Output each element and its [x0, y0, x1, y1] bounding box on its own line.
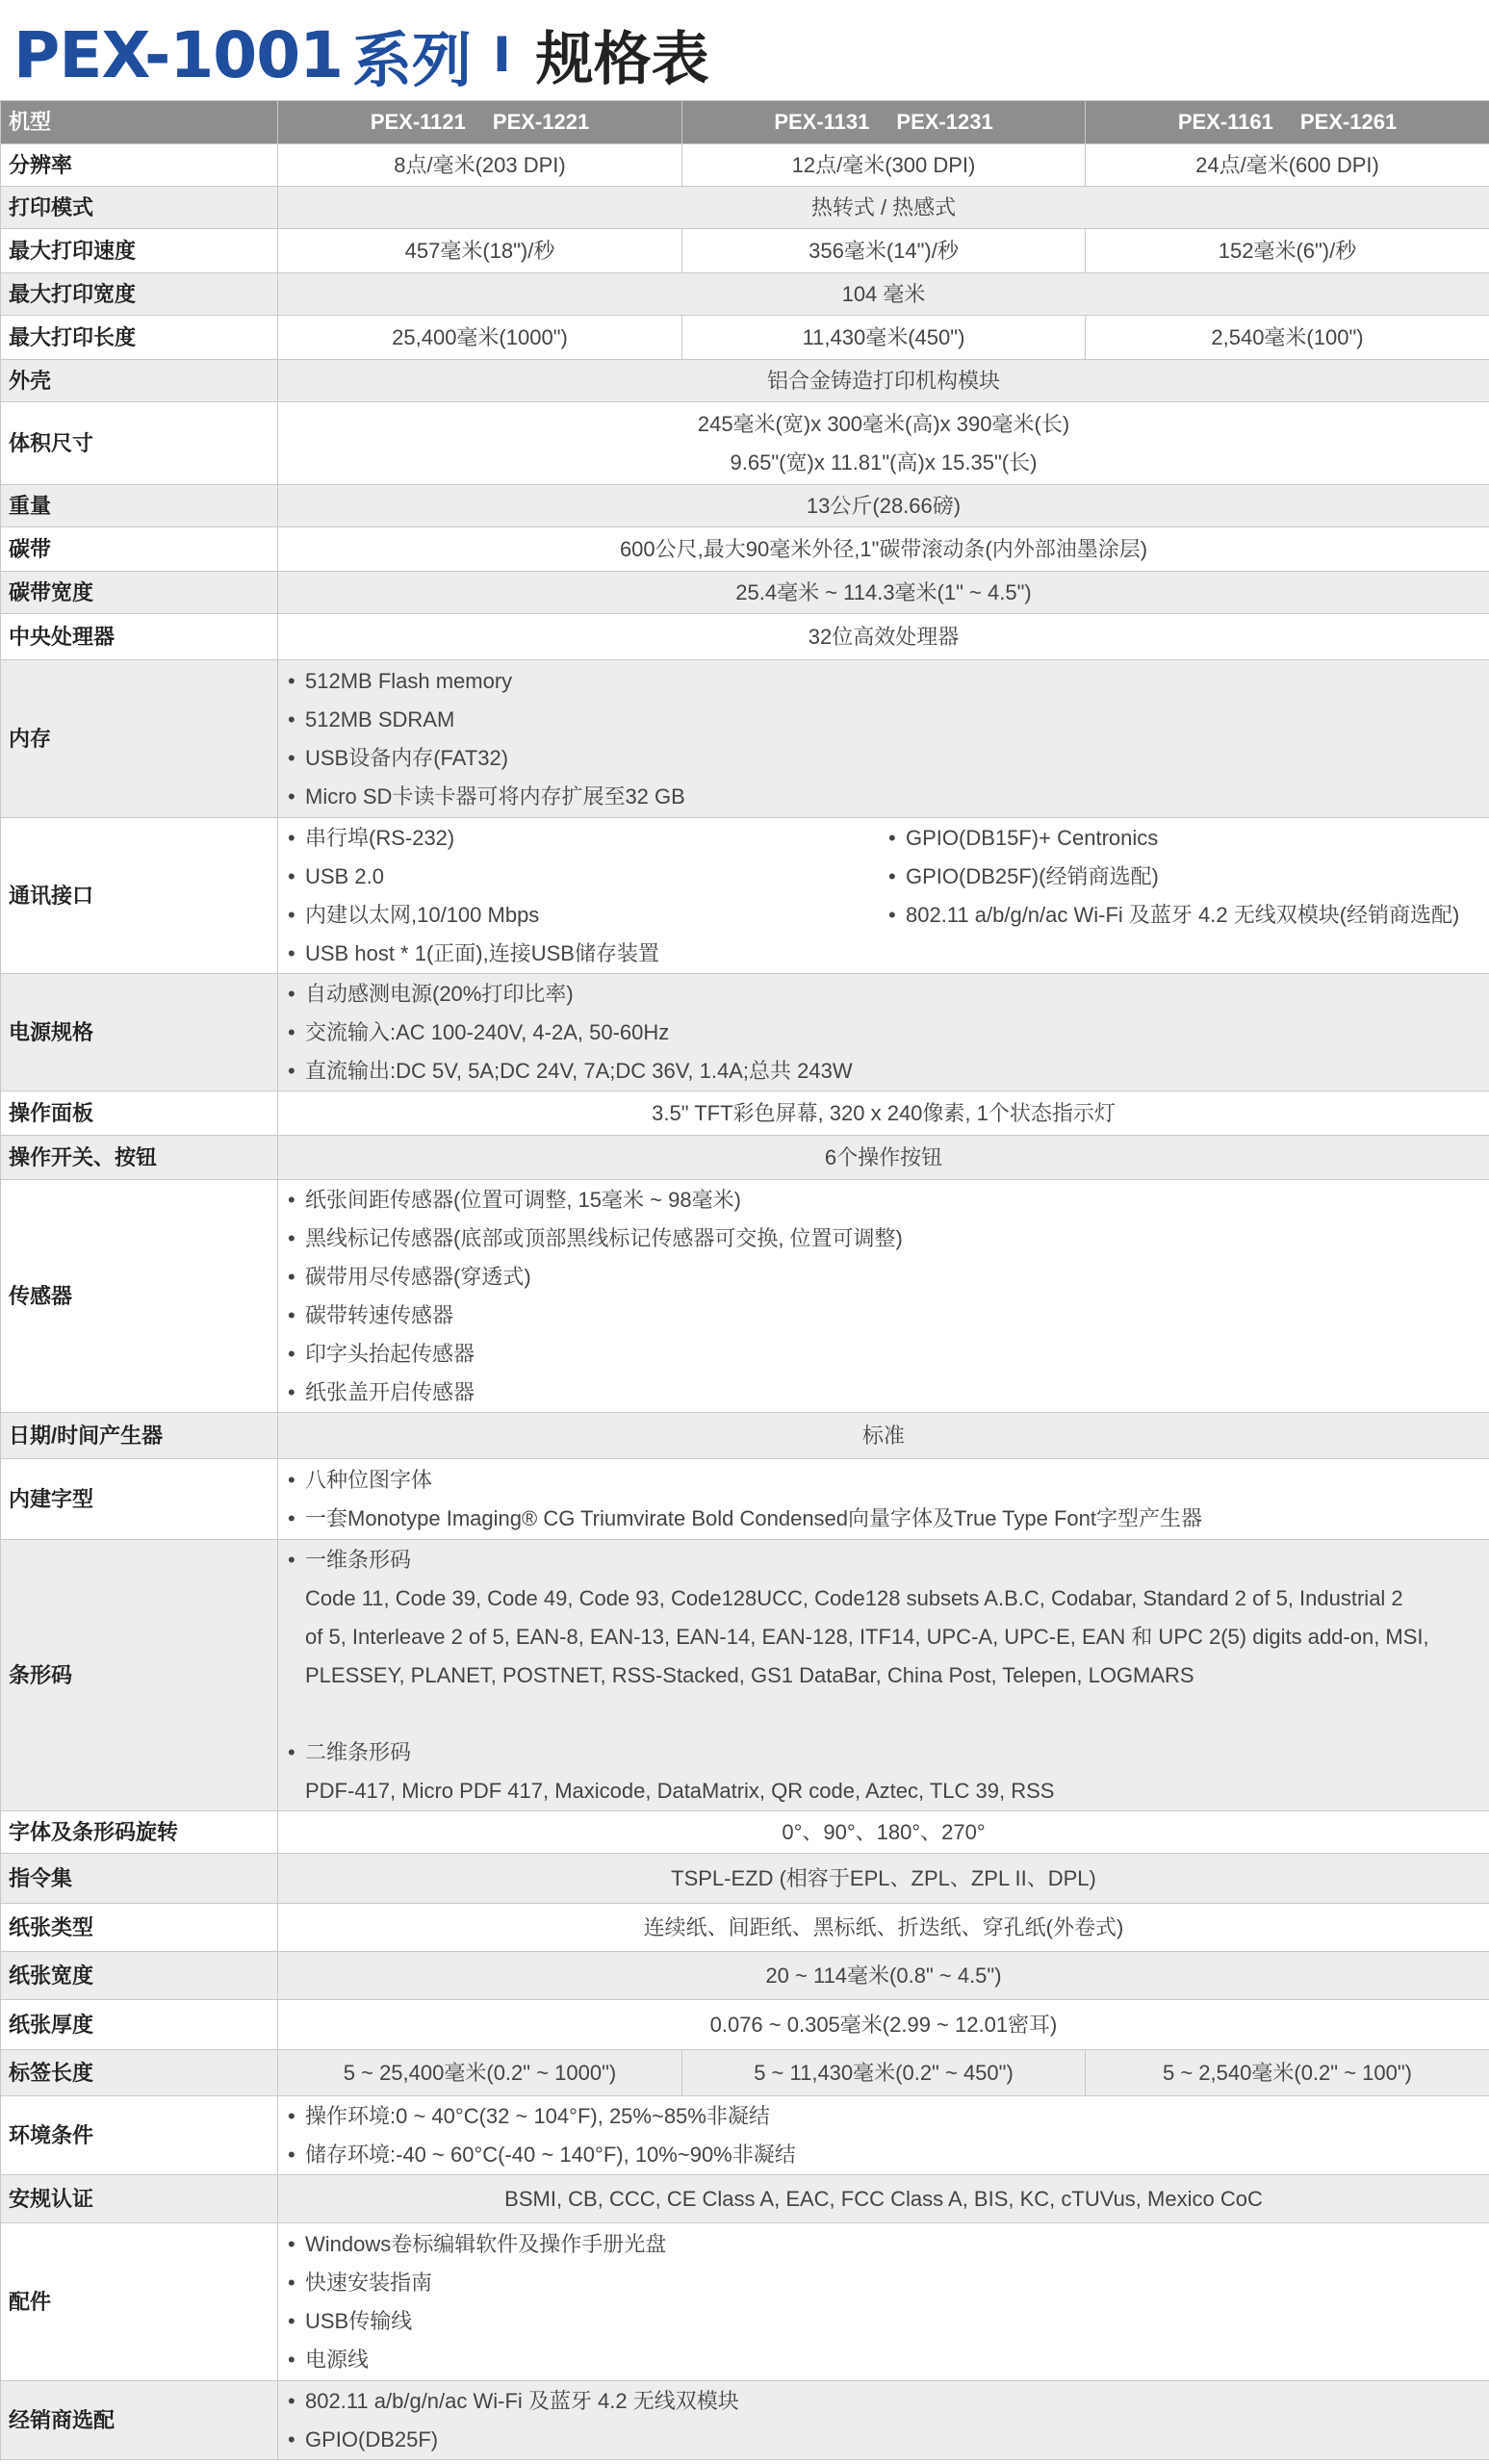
cell-value: 600公尺,最大90毫米外径,1"碳带滚动条(内外部油墨涂层) [278, 527, 1489, 572]
row-label: 经销商选配 [1, 2381, 278, 2460]
cell-value: 连续纸、间距纸、黑标纸、折迭纸、穿孔纸(外卷式) [278, 1904, 1489, 1952]
list-item: • 八种位图字体 [288, 1461, 1489, 1500]
header-group-3 [1086, 101, 1489, 144]
model-name: PEX-1131 [774, 110, 870, 134]
header-label: 机型 [1, 101, 278, 144]
table-row [1, 2096, 1489, 2175]
list-item: • 一维条形码 [288, 1541, 1489, 1579]
list-item: • 黑线标记传感器(底部或顶部黑线标记传感器可交换, 位置可调整) [288, 1219, 1489, 1258]
cell-value: 25.4毫米 ~ 114.3毫米(1" ~ 4.5") [278, 572, 1489, 614]
table-row [1, 273, 1489, 316]
list-item: • 512MB SDRAM [288, 701, 1489, 739]
model-name: PEX-1161 [1177, 110, 1273, 134]
table-row [1, 1952, 1489, 2000]
list-item: • 一套Monotype Imaging® CG Triumvirate Bold Condensed向量字体及True Type Font字型产生器 [288, 1500, 1489, 1538]
row-label: 纸张宽度 [1, 1952, 278, 2000]
list-item: • 串行埠(RS-232) [288, 819, 888, 858]
cell-value: 5 ~ 2,540毫米(0.2" ~ 100") [1086, 2050, 1489, 2096]
table-row [1, 144, 1489, 187]
list-item: • 512MB Flash memory [288, 662, 1489, 701]
dealer-option-list [278, 2382, 1489, 2459]
table-row [1, 818, 1489, 974]
table-row [1, 614, 1489, 660]
cell-value [278, 1459, 1489, 1540]
accessory-list [278, 2225, 1489, 2379]
dimension-imperial: 9.65"(宽)x 11.81"(高)x 15.35"(长) [730, 449, 1038, 475]
row-label: 体积尺寸 [1, 402, 278, 485]
cell-value [278, 974, 1489, 1091]
cell-value [278, 1540, 1489, 1811]
row-label: 配件 [1, 2223, 278, 2381]
row-label: 指令集 [1, 1854, 278, 1904]
row-label: 操作面板 [1, 1091, 278, 1136]
barcode-2d-title [278, 1733, 1489, 1772]
barcode-2d-line: PDF-417, Micro PDF 417, Maxicode, DataMatrix, QR code, Aztec, TLC 39, RSS [305, 1778, 1055, 1803]
title-model: PEX-1001 [13, 17, 344, 92]
cell-value: 铝合金铸造打印机构模块 [278, 360, 1489, 402]
environment-list [278, 2097, 1489, 2174]
cell-value [278, 660, 1489, 818]
model-name: PEX-1221 [492, 110, 590, 134]
table-row [1, 2050, 1489, 2096]
cell-value: 24点/毫米(600 DPI) [1086, 144, 1489, 187]
cell-value: 20 ~ 114毫米(0.8" ~ 4.5") [278, 1952, 1489, 2000]
cell-value: 0°、90°、180°、270° [278, 1811, 1489, 1854]
list-item: • 直流输出:DC 5V, 5A;DC 24V, 7A;DC 36V, 1.4A;总共 243W [288, 1052, 1489, 1091]
cell-value: 热转式 / 热感式 [278, 187, 1489, 229]
list-item: • 二维条形码 [288, 1733, 1489, 1772]
font-list [278, 1461, 1489, 1538]
list-item: • 印字头抬起传感器 [288, 1335, 1489, 1373]
list-item: • USB 2.0 [288, 858, 888, 896]
cell-value: BSMI, CB, CCC, CE Class A, EAC, FCC Class A, BIS, KC, cTUVus, Mexico CoC [278, 2175, 1489, 2223]
list-item: • 碳带转速传感器 [288, 1296, 1489, 1335]
table-row [1, 485, 1489, 527]
row-label: 传感器 [1, 1180, 278, 1413]
cell-value: 5 ~ 11,430毫米(0.2" ~ 450") [682, 2050, 1086, 2096]
table-row [1, 2175, 1489, 2223]
list-item: • 交流输入:AC 100-240V, 4-2A, 50-60Hz [288, 1014, 1489, 1052]
row-label: 内存 [1, 660, 278, 818]
row-label: 外壳 [1, 360, 278, 402]
row-label: 内建字型 [1, 1459, 278, 1540]
header-group-1 [278, 101, 682, 144]
row-label: 分辨率 [1, 144, 278, 187]
table-row [1, 2000, 1489, 2050]
barcode-1d-title [278, 1541, 1489, 1579]
row-label: 环境条件 [1, 2096, 278, 2175]
list-item: • 电源线 [288, 2341, 1489, 2379]
list-item: • Windows卷标编辑软件及操作手册光盘 [288, 2225, 1489, 2264]
cell-value: 13公斤(28.66磅) [278, 485, 1489, 527]
list-item: • 快速安装指南 [288, 2264, 1489, 2302]
list-item: • 自动感测电源(20%打印比率) [288, 975, 1489, 1014]
cell-value: 32位高效处理器 [278, 614, 1489, 660]
cell-value [278, 2223, 1489, 2381]
table-row [1, 1459, 1489, 1540]
interface-list-right [888, 819, 1489, 935]
table-row [1, 1413, 1489, 1459]
list-item: • 内建以太网,10/100 Mbps [288, 896, 888, 935]
table-row [1, 316, 1489, 360]
sensor-list [278, 1181, 1489, 1412]
list-item: • 纸张盖开启传感器 [288, 1373, 1489, 1412]
row-label: 中央处理器 [1, 614, 278, 660]
spec-table [0, 100, 1489, 2460]
table-row [1, 1091, 1489, 1136]
row-label: 字体及条形码旋转 [1, 1811, 278, 1854]
cell-value [278, 2381, 1489, 2460]
list-item: • 802.11 a/b/g/n/ac Wi-Fi 及蓝牙 4.2 无线双模块 [288, 2382, 1489, 2421]
row-label: 最大打印长度 [1, 316, 278, 360]
model-name: PEX-1261 [1299, 110, 1398, 134]
cell-value: 11,430毫米(450") [682, 316, 1086, 360]
row-label: 安规认证 [1, 2175, 278, 2223]
table-header-row [1, 101, 1489, 144]
cell-value: 12点/毫米(300 DPI) [682, 144, 1086, 187]
list-item: • GPIO(DB25F) [288, 2421, 1489, 2459]
cell-value: 2,540毫米(100") [1086, 316, 1489, 360]
table-row [1, 229, 1489, 273]
cell-value: TSPL-EZD (相容于EPL、ZPL、ZPL II、DPL) [278, 1854, 1489, 1904]
page-title [13, 13, 709, 96]
table-row [1, 187, 1489, 229]
power-list [278, 975, 1489, 1091]
list-item: • GPIO(DB25F)(经销商选配) [888, 858, 1489, 896]
row-label: 条形码 [1, 1540, 278, 1811]
interface-list-left [278, 819, 888, 973]
row-label: 纸张类型 [1, 1904, 278, 1952]
list-item: • 储存环境:-40 ~ 60°C(-40 ~ 140°F), 10%~90%非凝结 [288, 2136, 1489, 2174]
row-label: 标签长度 [1, 2050, 278, 2096]
cell-value: 5 ~ 25,400毫米(0.2" ~ 1000") [278, 2050, 682, 2096]
table-row [1, 1180, 1489, 1413]
table-row [1, 660, 1489, 818]
cell-value [278, 1180, 1489, 1413]
table-row [1, 1136, 1489, 1180]
cell-value: 标准 [278, 1413, 1489, 1459]
title-separator: I [493, 27, 511, 83]
model-name: PEX-1121 [370, 110, 466, 134]
row-label: 操作开关、按钮 [1, 1136, 278, 1180]
table-row [1, 2381, 1489, 2460]
cell-value: 3.5" TFT彩色屏幕, 320 x 240像素, 1个状态指示灯 [278, 1091, 1489, 1136]
list-item: • GPIO(DB15F)+ Centronics [888, 819, 1489, 858]
table-row [1, 527, 1489, 572]
cell-value: 8点/毫米(203 DPI) [278, 144, 682, 187]
list-item: • 802.11 a/b/g/n/ac Wi-Fi 及蓝牙 4.2 无线双模块(经销商选配) [888, 896, 1489, 935]
cell-value [278, 2096, 1489, 2175]
cell-value: 457毫米(18")/秒 [278, 229, 682, 273]
cell-value: 152毫米(6")/秒 [1086, 229, 1489, 273]
row-label: 日期/时间产生器 [1, 1413, 278, 1459]
row-label: 纸张厚度 [1, 2000, 278, 2050]
cell-value [278, 818, 1489, 974]
cell-value: 356毫米(14")/秒 [682, 229, 1086, 273]
table-row [1, 1854, 1489, 1904]
barcode-1d-line: PLESSEY, PLANET, POSTNET, RSS-Stacked, GS1 DataBar, China Post, Telepen, LOGMARS [305, 1662, 1194, 1687]
row-label: 最大打印宽度 [1, 273, 278, 316]
cell-value: 104 毫米 [278, 273, 1489, 316]
barcode-1d-line: Code 11, Code 39, Code 49, Code 93, Code128UCC, Code128 subsets A.B.C, Codabar, Standard 2 of 5, Industrial 2 [305, 1585, 1403, 1610]
row-label: 碳带宽度 [1, 572, 278, 614]
table-row [1, 1811, 1489, 1854]
dimension-metric: 245毫米(宽)x 300毫米(高)x 390毫米(长) [697, 411, 1070, 436]
title-subtitle: 规格表 [535, 26, 709, 93]
list-item: • USB host * 1(正面),连接USB储存装置 [288, 935, 888, 973]
row-label: 打印模式 [1, 187, 278, 229]
table-row [1, 2223, 1489, 2381]
row-label: 电源规格 [1, 974, 278, 1091]
list-item: • 碳带用尽传感器(穿透式) [288, 1258, 1489, 1296]
list-item: • 纸张间距传感器(位置可调整, 15毫米 ~ 98毫米) [288, 1181, 1489, 1219]
memory-list [278, 662, 1489, 816]
table-row [1, 360, 1489, 402]
list-item: • Micro SD卡读卡器可将内存扩展至32 GB [288, 778, 1489, 816]
title-series: 系列 [352, 24, 473, 95]
list-item: • USB传输线 [288, 2302, 1489, 2341]
barcode-1d-line: of 5, Interleave 2 of 5, EAN-8, EAN-13, EAN-14, EAN-128, ITF14, UPC-A, UPC-E, EAN 和 UPC 2(5) digits add-on, MSI, [305, 1624, 1429, 1649]
cell-value: 25,400毫米(1000") [278, 316, 682, 360]
row-label: 最大打印速度 [1, 229, 278, 273]
table-row [1, 402, 1489, 485]
cell-value: 0.076 ~ 0.305毫米(2.99 ~ 12.01密耳) [278, 2000, 1489, 2050]
cell-value [278, 402, 1489, 485]
table-row [1, 974, 1489, 1091]
row-label: 碳带 [1, 527, 278, 572]
model-name: PEX-1231 [896, 110, 993, 134]
row-label: 重量 [1, 485, 278, 527]
row-label: 通讯接口 [1, 818, 278, 974]
table-row [1, 1540, 1489, 1811]
table-row [1, 572, 1489, 614]
table-row [1, 1904, 1489, 1952]
list-item: • 操作环境:0 ~ 40°C(32 ~ 104°F), 25%~85%非凝结 [288, 2097, 1489, 2136]
cell-value: 6个操作按钮 [278, 1136, 1489, 1180]
list-item: • USB设备内存(FAT32) [288, 739, 1489, 778]
header-group-2 [682, 101, 1086, 144]
